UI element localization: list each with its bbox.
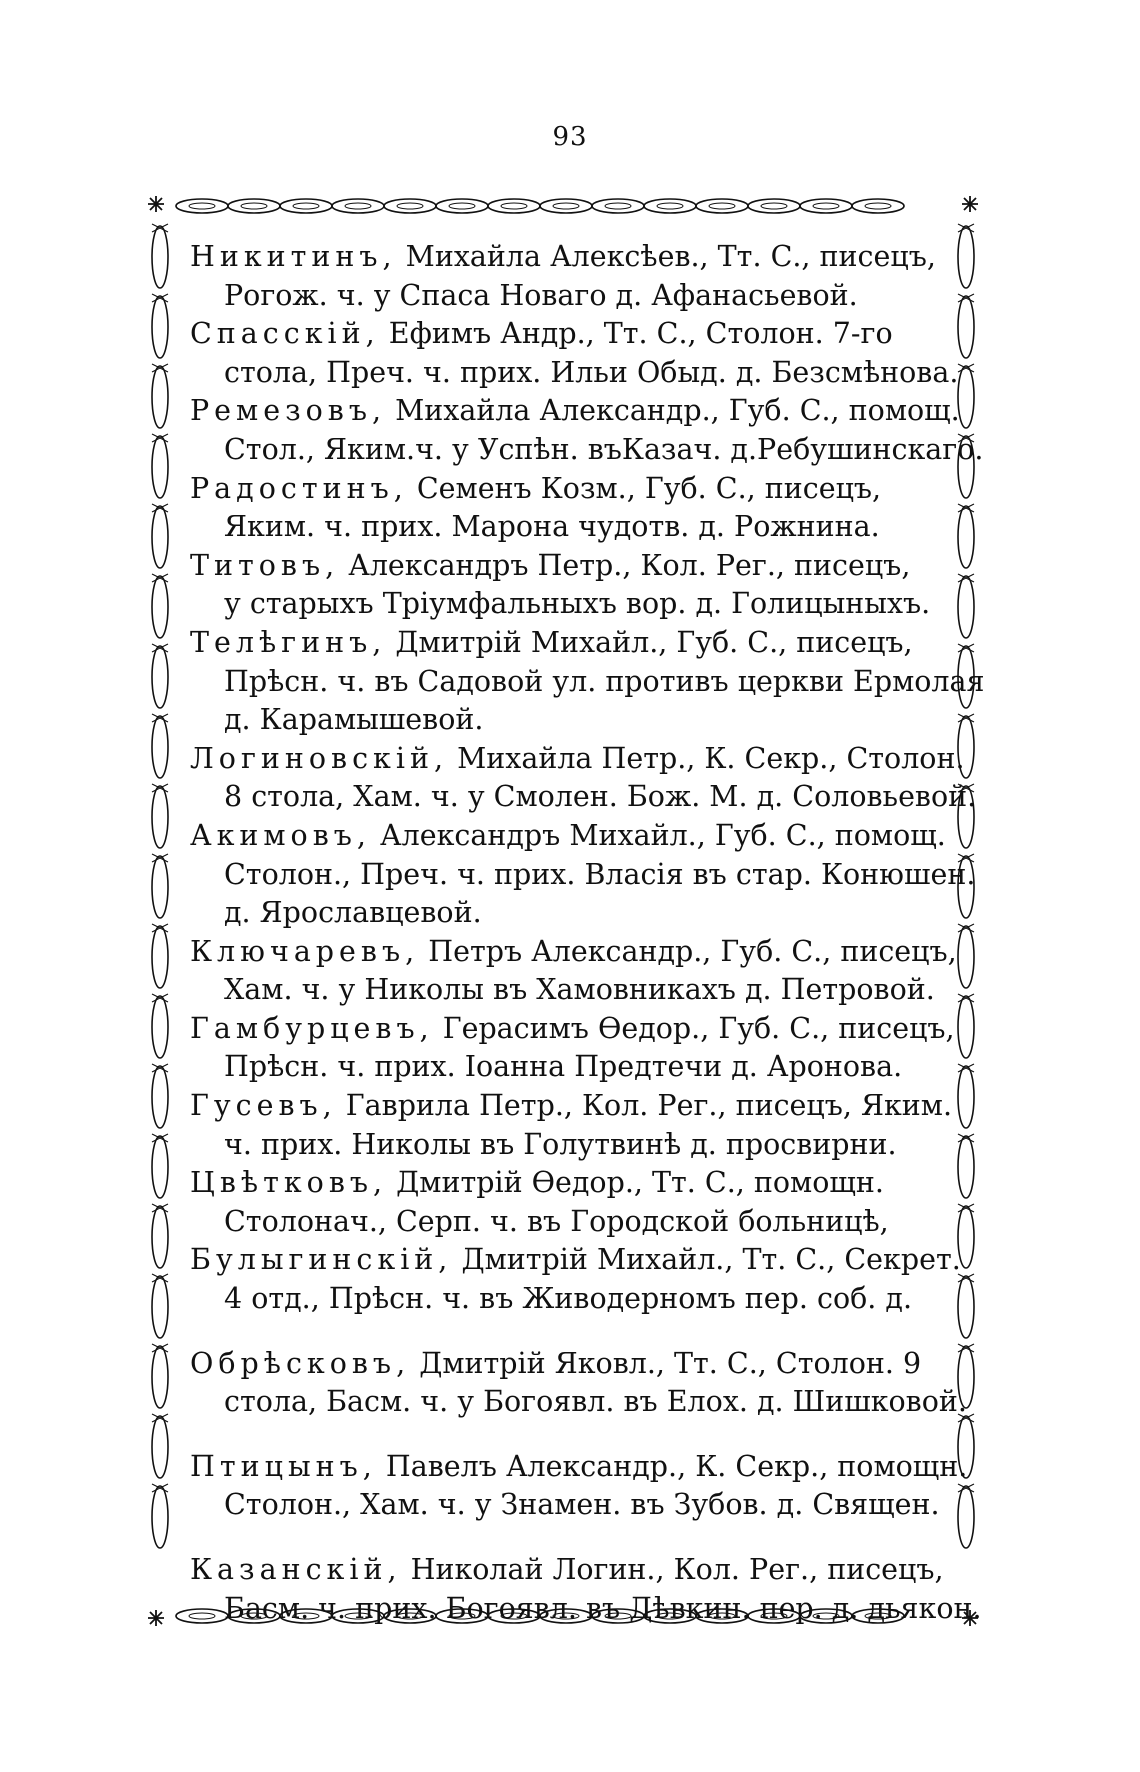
entry-continuation-line xyxy=(190,1126,945,1165)
entry-continuation-line xyxy=(190,1280,945,1319)
left-chain-knot xyxy=(152,1064,168,1072)
entry-surname: Булыгинскій, xyxy=(190,1243,453,1277)
entry-text: Прѣсн. ч. въ Садовой ул. противъ церкви Ермолая xyxy=(224,664,985,698)
entry-first-line xyxy=(190,740,965,779)
entry-first-line xyxy=(190,315,945,354)
top-chain-link xyxy=(644,199,696,213)
register-entry xyxy=(190,547,945,624)
entry-surname: Акимовъ, xyxy=(190,818,371,852)
right-chain-link xyxy=(958,1066,974,1128)
entry-continuation-line xyxy=(190,663,985,702)
entry-text: ч. прих. Николы въ Голутвинѣ д. просвирни. xyxy=(224,1127,897,1161)
right-chain-knot xyxy=(958,1134,974,1142)
entry-text: Семенъ Козм., Губ. С., писецъ, xyxy=(416,471,882,505)
register-entry xyxy=(190,315,959,392)
entry-surname: Радостинъ, xyxy=(190,471,408,505)
entry-text: Герасимъ Ѳедор., Губ. С., писецъ, xyxy=(442,1011,955,1045)
top-chain-link xyxy=(800,199,852,213)
entry-first-line xyxy=(190,1010,955,1049)
entry-surname: Логиновскій, xyxy=(190,741,449,775)
entry-text: Столон., Преч. ч. прих. Власія въ стар. Конюшен. xyxy=(224,857,976,891)
entry-spacer xyxy=(190,1319,945,1345)
top-chain-inner-link xyxy=(501,203,527,209)
right-chain-link xyxy=(958,1276,974,1338)
top-chain-link xyxy=(228,199,280,213)
left-chain-link xyxy=(152,926,168,988)
entry-surname: Цвѣтковъ, xyxy=(190,1166,388,1200)
right-chain-link xyxy=(958,926,974,988)
entry-continuation-line xyxy=(190,1203,945,1242)
entry-continuation-line xyxy=(190,971,945,1010)
entry-text: 4 отд., Прѣсн. ч. въ Живодерномъ пер. соб. д. xyxy=(224,1282,913,1316)
entry-surname: Ремезовъ, xyxy=(190,394,387,428)
register-entry xyxy=(190,1010,955,1087)
entry-surname: Спасскій, xyxy=(190,317,380,351)
entry-text: Прѣсн. ч. прих. Іоанна Предтечи д. Аронова. xyxy=(224,1050,903,1084)
register-entry xyxy=(190,1241,961,1318)
register-entry xyxy=(190,238,945,315)
entry-text: Столонач., Серп. ч. въ Городской больницѣ, xyxy=(224,1204,889,1238)
left-chain-link xyxy=(152,1346,168,1408)
corner-star-ornament xyxy=(148,1610,164,1626)
left-chain-link xyxy=(152,1416,168,1478)
entry-text: Рогож. ч. у Спаса Новаго д. Афанасьевой. xyxy=(224,278,858,312)
right-chain-knot xyxy=(958,1204,974,1212)
entry-first-line xyxy=(190,1551,945,1590)
top-chain-inner-link xyxy=(761,203,787,209)
entry-continuation-line xyxy=(190,508,945,547)
right-chain-link xyxy=(958,226,974,288)
top-chain-inner-link xyxy=(293,203,319,209)
top-chain-inner-link xyxy=(397,203,423,209)
left-chain-link xyxy=(152,366,168,428)
right-chain-link xyxy=(958,366,974,428)
top-chain-inner-link xyxy=(241,203,267,209)
entry-first-line xyxy=(190,238,945,277)
entry-text: Ефимъ Андр., Тт. С., Столон. 7-го xyxy=(388,317,893,351)
entry-continuation-line xyxy=(190,856,976,895)
entry-text: Павелъ Александр., К. Секр., помощн. xyxy=(385,1449,968,1483)
entry-continuation-line xyxy=(190,585,945,624)
top-chain-inner-link xyxy=(813,203,839,209)
left-chain-link xyxy=(152,1206,168,1268)
top-chain-inner-link xyxy=(189,203,215,209)
left-chain-link xyxy=(152,296,168,358)
register-entry xyxy=(190,817,976,933)
entry-text: Михайла Петр., К. Секр., Столон. xyxy=(457,741,965,775)
entry-continuation-line xyxy=(190,1048,945,1087)
right-chain-link xyxy=(958,296,974,358)
top-chain-link xyxy=(540,199,592,213)
top-chain-link xyxy=(852,199,904,213)
entry-first-line xyxy=(190,1241,961,1280)
top-chain-inner-link xyxy=(605,203,631,209)
right-chain-knot xyxy=(958,1064,974,1072)
entry-continuation-line xyxy=(190,894,945,933)
left-chain-link xyxy=(152,1136,168,1198)
entry-first-line xyxy=(190,470,945,509)
top-chain-link xyxy=(176,199,228,213)
entry-text: д. Карамышевой. xyxy=(224,703,484,737)
left-chain-link xyxy=(152,716,168,778)
entry-text: Александръ Михайл., Губ. С., помощ. xyxy=(380,818,946,852)
register-entry xyxy=(190,624,985,740)
entry-first-line xyxy=(190,392,960,431)
top-chain-inner-link xyxy=(345,203,371,209)
entry-surname: Ключаревъ, xyxy=(190,934,420,968)
entry-continuation-line xyxy=(190,1383,967,1422)
entry-spacer xyxy=(190,1525,945,1551)
register-entry xyxy=(190,392,984,469)
right-chain-link xyxy=(958,1486,974,1548)
entry-continuation-line xyxy=(190,778,977,817)
entry-surname: Казанскій, xyxy=(190,1553,402,1586)
corner-star-ornament xyxy=(148,196,164,212)
entry-text: у старыхъ Тріумфальныхъ вор. д. Голицыныхъ. xyxy=(224,587,931,621)
register-entry xyxy=(190,740,977,817)
top-chain-link xyxy=(696,199,748,213)
top-chain-link xyxy=(332,199,384,213)
left-chain-link xyxy=(152,786,168,848)
top-chain-inner-link xyxy=(657,203,683,209)
entry-text: Басм. ч. прих. Богоявл. въ Дѣвкин. пер. д. дьякон. xyxy=(224,1591,982,1625)
corner-star-ornament xyxy=(962,196,978,212)
entry-continuation-line xyxy=(190,701,945,740)
left-chain-knot xyxy=(152,1204,168,1212)
entry-text: Стол., Яким.ч. у Успѣн. въКазач. д.Ребушинскаго. xyxy=(224,432,984,466)
top-chain-inner-link xyxy=(449,203,475,209)
top-chain-link xyxy=(436,199,488,213)
left-chain-link xyxy=(152,576,168,638)
top-chain-inner-link xyxy=(709,203,735,209)
entry-surname: Гамбурцевъ, xyxy=(190,1011,434,1045)
entry-surname: Обрѣсковъ, xyxy=(190,1346,411,1380)
entry-surname: Птицынъ, xyxy=(190,1449,377,1483)
top-chain-link xyxy=(748,199,800,213)
left-chain-link xyxy=(152,996,168,1058)
register-entry xyxy=(190,470,945,547)
left-chain-link xyxy=(152,436,168,498)
entry-first-line xyxy=(190,817,945,856)
entry-continuation-line xyxy=(190,1486,945,1525)
left-chain-link xyxy=(152,646,168,708)
register-entries xyxy=(190,238,985,1628)
page-number: 93 xyxy=(552,122,588,152)
right-chain-link xyxy=(958,576,974,638)
entry-surname: Телѣгинъ, xyxy=(190,625,387,659)
top-chain-link xyxy=(280,199,332,213)
entry-text: 8 стола, Хам. ч. у Смолен. Бож. М. д. Соловьевой. xyxy=(224,780,977,814)
entry-text: Яким. ч. прих. Марона чудотв. д. Рожнина. xyxy=(224,510,880,544)
top-chain-link xyxy=(592,199,644,213)
left-chain-link xyxy=(152,1276,168,1338)
register-entry xyxy=(190,1448,968,1525)
entry-surname: Никитинъ, xyxy=(190,240,397,273)
right-chain-link xyxy=(958,1136,974,1198)
top-chain-inner-link xyxy=(553,203,579,209)
right-chain-link xyxy=(958,996,974,1058)
register-entry xyxy=(190,933,957,1010)
right-chain-knot xyxy=(958,224,974,232)
entry-first-line xyxy=(190,1164,945,1203)
left-chain-knot xyxy=(152,224,168,232)
left-chain-knot xyxy=(152,1134,168,1142)
entry-text: Михайла Алексѣев., Тт. С., писецъ, xyxy=(405,240,936,273)
top-chain-link xyxy=(488,199,540,213)
entry-text: Дмитрій Михайл., Тт. С., Секрет. xyxy=(461,1243,961,1277)
left-chain-link xyxy=(152,226,168,288)
register-entry xyxy=(190,1551,982,1628)
entry-first-line xyxy=(190,547,945,586)
entry-first-line xyxy=(190,1448,968,1487)
entry-text: Гаврила Петр., Кол. Рег., писецъ, Яким. xyxy=(345,1089,953,1123)
entry-text: стола, Преч. ч. прих. Ильи Обыд. д. Безсмѣнова. xyxy=(224,355,959,389)
entry-continuation-line xyxy=(190,354,959,393)
entry-spacer xyxy=(190,1422,945,1448)
right-chain-link xyxy=(958,506,974,568)
entry-text: Николай Логин., Кол. Рег., писецъ, xyxy=(410,1553,944,1586)
entry-surname: Гусевъ, xyxy=(190,1089,337,1123)
entry-first-line xyxy=(190,1345,945,1384)
entry-text: Хам. ч. у Николы въ Хамовникахъ д. Петровой. xyxy=(224,973,935,1007)
register-entry xyxy=(190,1345,967,1422)
left-chain-link xyxy=(152,856,168,918)
entry-text: д. Ярославцевой. xyxy=(224,896,482,930)
entry-text: стола, Басм. ч. у Богоявл. въ Елох. д. Шишковой. xyxy=(224,1385,967,1419)
entry-surname: Титовъ, xyxy=(190,548,340,582)
entry-text: Столон., Хам. ч. у Знамен. въ Зубов. д. Священ. xyxy=(224,1488,940,1522)
entry-text: Дмитрій Яковл., Тт. С., Столон. 9 xyxy=(419,1346,922,1380)
register-entry xyxy=(190,1164,945,1241)
top-chain-inner-link xyxy=(865,203,891,209)
top-chain-link xyxy=(384,199,436,213)
entry-text: Дмитрій Михайл., Губ. С., писецъ, xyxy=(395,625,913,659)
entry-first-line xyxy=(190,1087,953,1126)
entry-text: Александръ Петр., Кол. Рег., писецъ, xyxy=(348,548,911,582)
left-chain-link xyxy=(152,1066,168,1128)
entry-continuation-line xyxy=(190,431,984,470)
entry-text: Петръ Александр., Губ. С., писецъ, xyxy=(428,934,957,968)
left-chain-link xyxy=(152,1486,168,1548)
left-chain-link xyxy=(152,506,168,568)
entry-continuation-line xyxy=(190,1590,982,1629)
entry-text: Дмитрій Ѳедор., Тт. С., помощн. xyxy=(396,1166,884,1200)
entry-first-line xyxy=(190,624,945,663)
register-entry xyxy=(190,1087,953,1164)
entry-text: Михайла Александр., Губ. С., помощ. xyxy=(395,394,960,428)
entry-continuation-line xyxy=(190,277,945,316)
entry-first-line xyxy=(190,933,957,972)
